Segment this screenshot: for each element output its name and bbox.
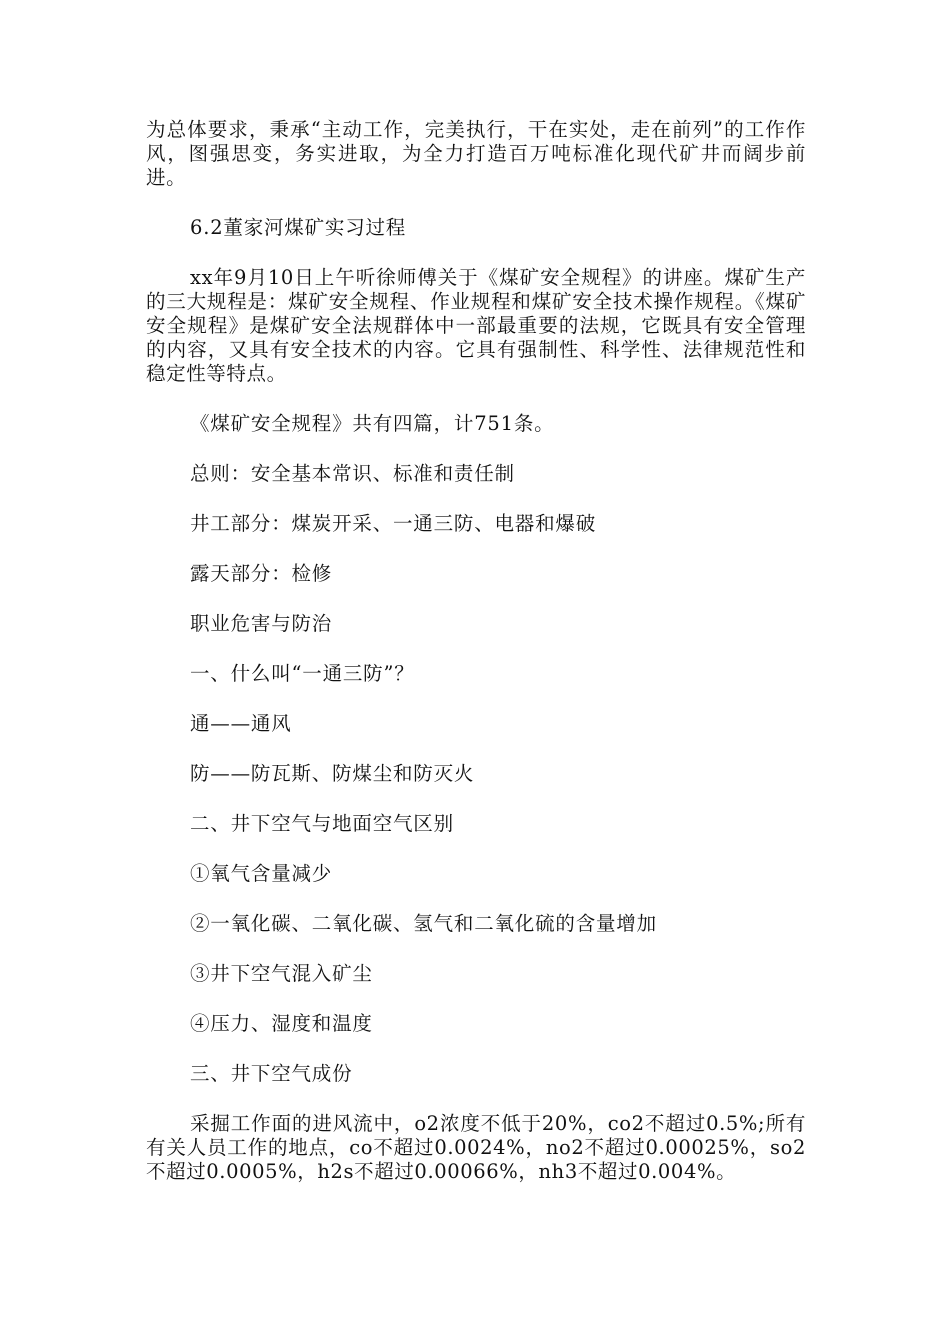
heading-question-2: 二、井下空气与地面空气区别	[190, 812, 454, 835]
list-item-occupational-hazard: 职业危害与防治	[190, 612, 333, 635]
list-item-oxygen: ①氧气含量减少	[190, 862, 333, 885]
heading-question-1: 一、什么叫“一通三防”？	[190, 662, 415, 685]
section-heading-6-2: 6.2董家河煤矿实习过程	[190, 216, 407, 239]
document-body	[146, 118, 806, 1184]
list-item-prevention: 防——防瓦斯、防煤尘和防灭火	[190, 762, 475, 785]
paragraph-air-composition: 采掘工作面的进风流中，o2浓度不低于20%，co2不超过0.5%;所有有关人员工作的地点，co不超过0.0024%，no2不超过0.00025%，so2不超过0.0005%，h2s不超过0.00066%，nh3不超过0.004%。	[146, 1112, 806, 1183]
paragraph-regulation-count: 《煤矿安全规程》共有四篇，计751条。	[190, 412, 555, 435]
paragraph-intro-continuation: 为总体要求，秉承“主动工作，完美执行，干在实处，走在前列”的工作作风，图强思变，务实进取，为全力打造百万吨标准化现代矿井而阔步前进。	[146, 118, 806, 189]
list-item-dust: ③井下空气混入矿尘	[190, 962, 373, 985]
list-item-open-pit: 露天部分：检修	[190, 562, 333, 585]
paragraph-lecture: xx年9月10日上午听徐师傅关于《煤矿安全规程》的讲座。煤矿生产的三大规程是：煤矿安全规程、作业规程和煤矿安全技术操作规程。《煤矿安全规程》是煤矿安全法规群体中一部最重要的法规，它既具有安全管理的内容，又具有安全技术的内容。它具有强制性、科学性、法律规范性和稳定性等特点。	[146, 266, 806, 385]
list-item-general: 总则：安全基本常识、标准和责任制	[190, 462, 515, 485]
heading-question-3: 三、井下空气成份	[190, 1062, 353, 1085]
list-item-pressure: ④压力、湿度和温度	[190, 1012, 373, 1035]
list-item-gases: ②一氧化碳、二氧化碳、氢气和二氧化硫的含量增加	[190, 912, 657, 935]
list-item-underground: 井工部分：煤炭开采、一通三防、电器和爆破	[190, 512, 597, 535]
list-item-ventilation: 通——通风	[190, 712, 292, 735]
